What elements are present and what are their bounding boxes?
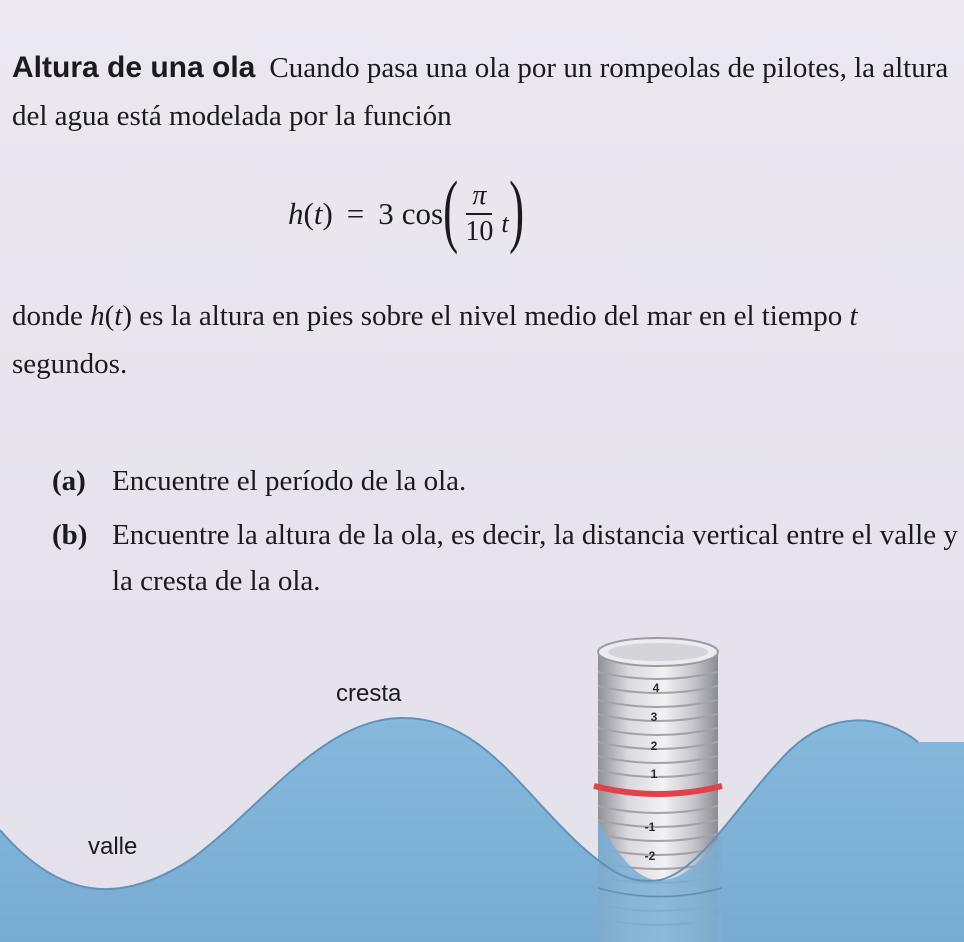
definition-part-3: segundos. [12,348,128,380]
formula-lhs-var: t [313,196,323,231]
formula-lhs-func: h [288,196,304,231]
formula-big-rparen: ) [508,164,524,255]
question-b [52,512,962,604]
question-a-label: (a) [52,465,86,497]
wave-height-formula [288,164,524,260]
formula-func: cos [401,196,444,231]
definition-part-2: es la altura en pies sobre el nivel medio del mar en el tiempo [132,300,850,332]
definition-part-1: donde [12,300,91,332]
trough-label: valle [88,833,138,860]
wave-illustration [0,632,964,942]
definition-var: t [114,300,123,332]
formula-rparen-small: ) [322,196,333,231]
intro-text: Cuando pasa una ola por un rompeolas de pilotes, la altura del agua está modelada por la función [12,52,949,132]
wave-water [0,718,964,942]
gauge-tick-neg1: -1 [644,820,656,834]
definition-var-2: t [849,300,858,332]
problem-title: Altura de una ola [12,51,256,84]
formula-lparen-small: ( [303,196,314,231]
fraction-denominator: 10 [465,216,494,247]
formula-equals: = [346,196,365,231]
fraction-numerator: π [466,179,492,215]
question-a-text: Encuentre el período de la ola. [112,465,467,497]
question-b-text: Encuentre la altura de la ola, es decir, la distancia vertical entre el valle y la cresta de la ola. [112,519,958,597]
gauge-tick-1: 1 [650,767,658,781]
gauge-tick-4: 4 [652,681,660,695]
formula-fraction [461,179,497,249]
formula-coef: 3 [378,196,394,231]
question-b-label: (b) [52,519,88,551]
crest-label: cresta [336,680,402,707]
question-a [52,458,962,504]
formula-big-lparen: ( [443,164,459,255]
gauge-tick-2: 2 [650,739,658,753]
formula-var: t [501,209,509,238]
definition-text: donde h(t) es la altura en pies sobre el nivel medio del mar en el tiempo t segundos. [12,300,858,380]
problem-intro [12,44,957,140]
gauge-tick-3: 3 [650,710,658,724]
gauge-tick-neg2: -2 [644,849,656,863]
definition-func: h [90,300,105,332]
